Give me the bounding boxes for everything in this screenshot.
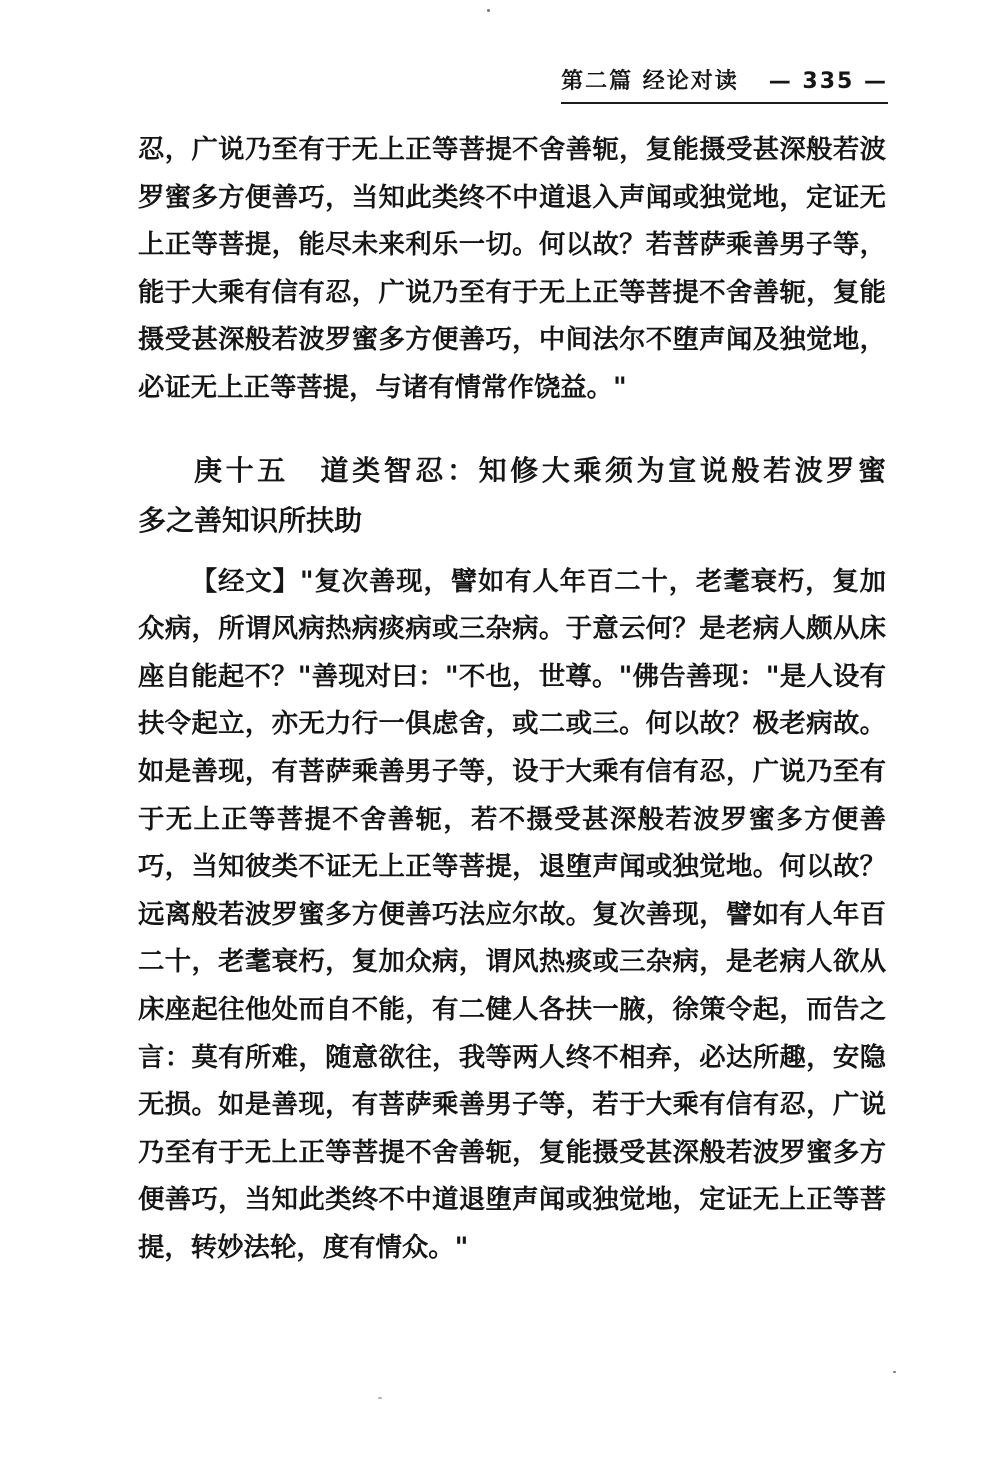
text-line: 于无上正等菩提不舍善轭，若不摄受甚深般若波罗蜜多方便善 <box>138 803 886 835</box>
text-line: 庚十五 道类智忍：知修大乘须为宣说般若波罗蜜 <box>194 453 886 487</box>
text-line: 座自能起不？"善现对曰："不也，世尊。"佛告善现："是人设有 <box>138 660 886 692</box>
text-line: 多之善知识所扶助 <box>138 503 363 537</box>
text-line: 巧，当知彼类不证无上正等菩提，退堕声闻或独觉地。何以故？ <box>138 851 886 883</box>
text-line: 罗蜜多方便善巧，当知此类终不中道退入声闻或独觉地，定证无 <box>138 181 886 213</box>
text-line: 能于大乘有信有忍，广说乃至有于无上正等菩提不舍善轭，复能 <box>138 276 886 308</box>
text-line: 远离般若波罗蜜多方便善巧法应尔故。复次善现，譬如有人年百 <box>138 898 886 930</box>
text-line: 床座起往他处而自不能，有二健人各扶一腋，徐策令起，而告之 <box>138 993 886 1025</box>
text-line: 上正等菩提，能尽未来利乐一切。何以故？若菩萨乘善男子等， <box>138 229 886 261</box>
text-line: 如是善现，有菩萨乘善男子等，设于大乘有信有忍，广说乃至有 <box>138 755 886 787</box>
text-line: 提，转妙法轮，度有情众。" <box>138 1231 469 1263</box>
text-line: 二十，老耄衰朽，复加众病，谓风热痰或三杂病，是老病人欲从 <box>138 946 886 978</box>
text-line: 必证无上正等菩提，与诸有情常作饶益。" <box>138 371 627 403</box>
running-header <box>561 64 888 104</box>
text-line: 便善巧，当知此类终不中道退堕声闻或独觉地，定证无上正等菩 <box>138 1184 886 1216</box>
paragraph-continuation <box>138 126 886 412</box>
text-line: 无损。如是善现，有菩萨乘善男子等，若于大乘有信有忍，广说 <box>138 1089 886 1121</box>
header-section-title: 第二篇 经论对读 <box>561 69 739 94</box>
section-heading <box>138 446 886 546</box>
text-line: 摄受甚深般若波罗蜜多方便善巧，中间法尔不堕声闻及独觉地， <box>138 324 886 356</box>
text-line: 乃至有于无上正等菩提不舍善轭，复能摄受甚深般若波罗蜜多方 <box>138 1136 886 1168</box>
text-line: 【经文】"复次善现，譬如有人年百二十，老耄衰朽，复加 <box>190 565 886 597</box>
text-line: 言：莫有所难，随意欲往，我等两人终不相弃，必达所趣，安隐 <box>138 1041 886 1073</box>
text-line: 忍，广说乃至有于无上正等菩提不舍善轭，复能摄受甚深般若波 <box>138 134 886 165</box>
scan-speck <box>487 9 490 12</box>
scripture-paragraph <box>138 558 886 1272</box>
header-page-number: — 335 — <box>768 69 888 94</box>
text-line: 众病，所谓风病热病痰病或三杂病。于意云何？是老病人颇从床 <box>138 613 886 645</box>
scan-speck <box>378 1397 382 1399</box>
scan-speck <box>893 1371 896 1373</box>
page-body-text <box>138 126 886 1271</box>
text-line: 扶令起立，亦无力行一俱虑舍，或二或三。何以故？极老病故。 <box>138 708 886 740</box>
